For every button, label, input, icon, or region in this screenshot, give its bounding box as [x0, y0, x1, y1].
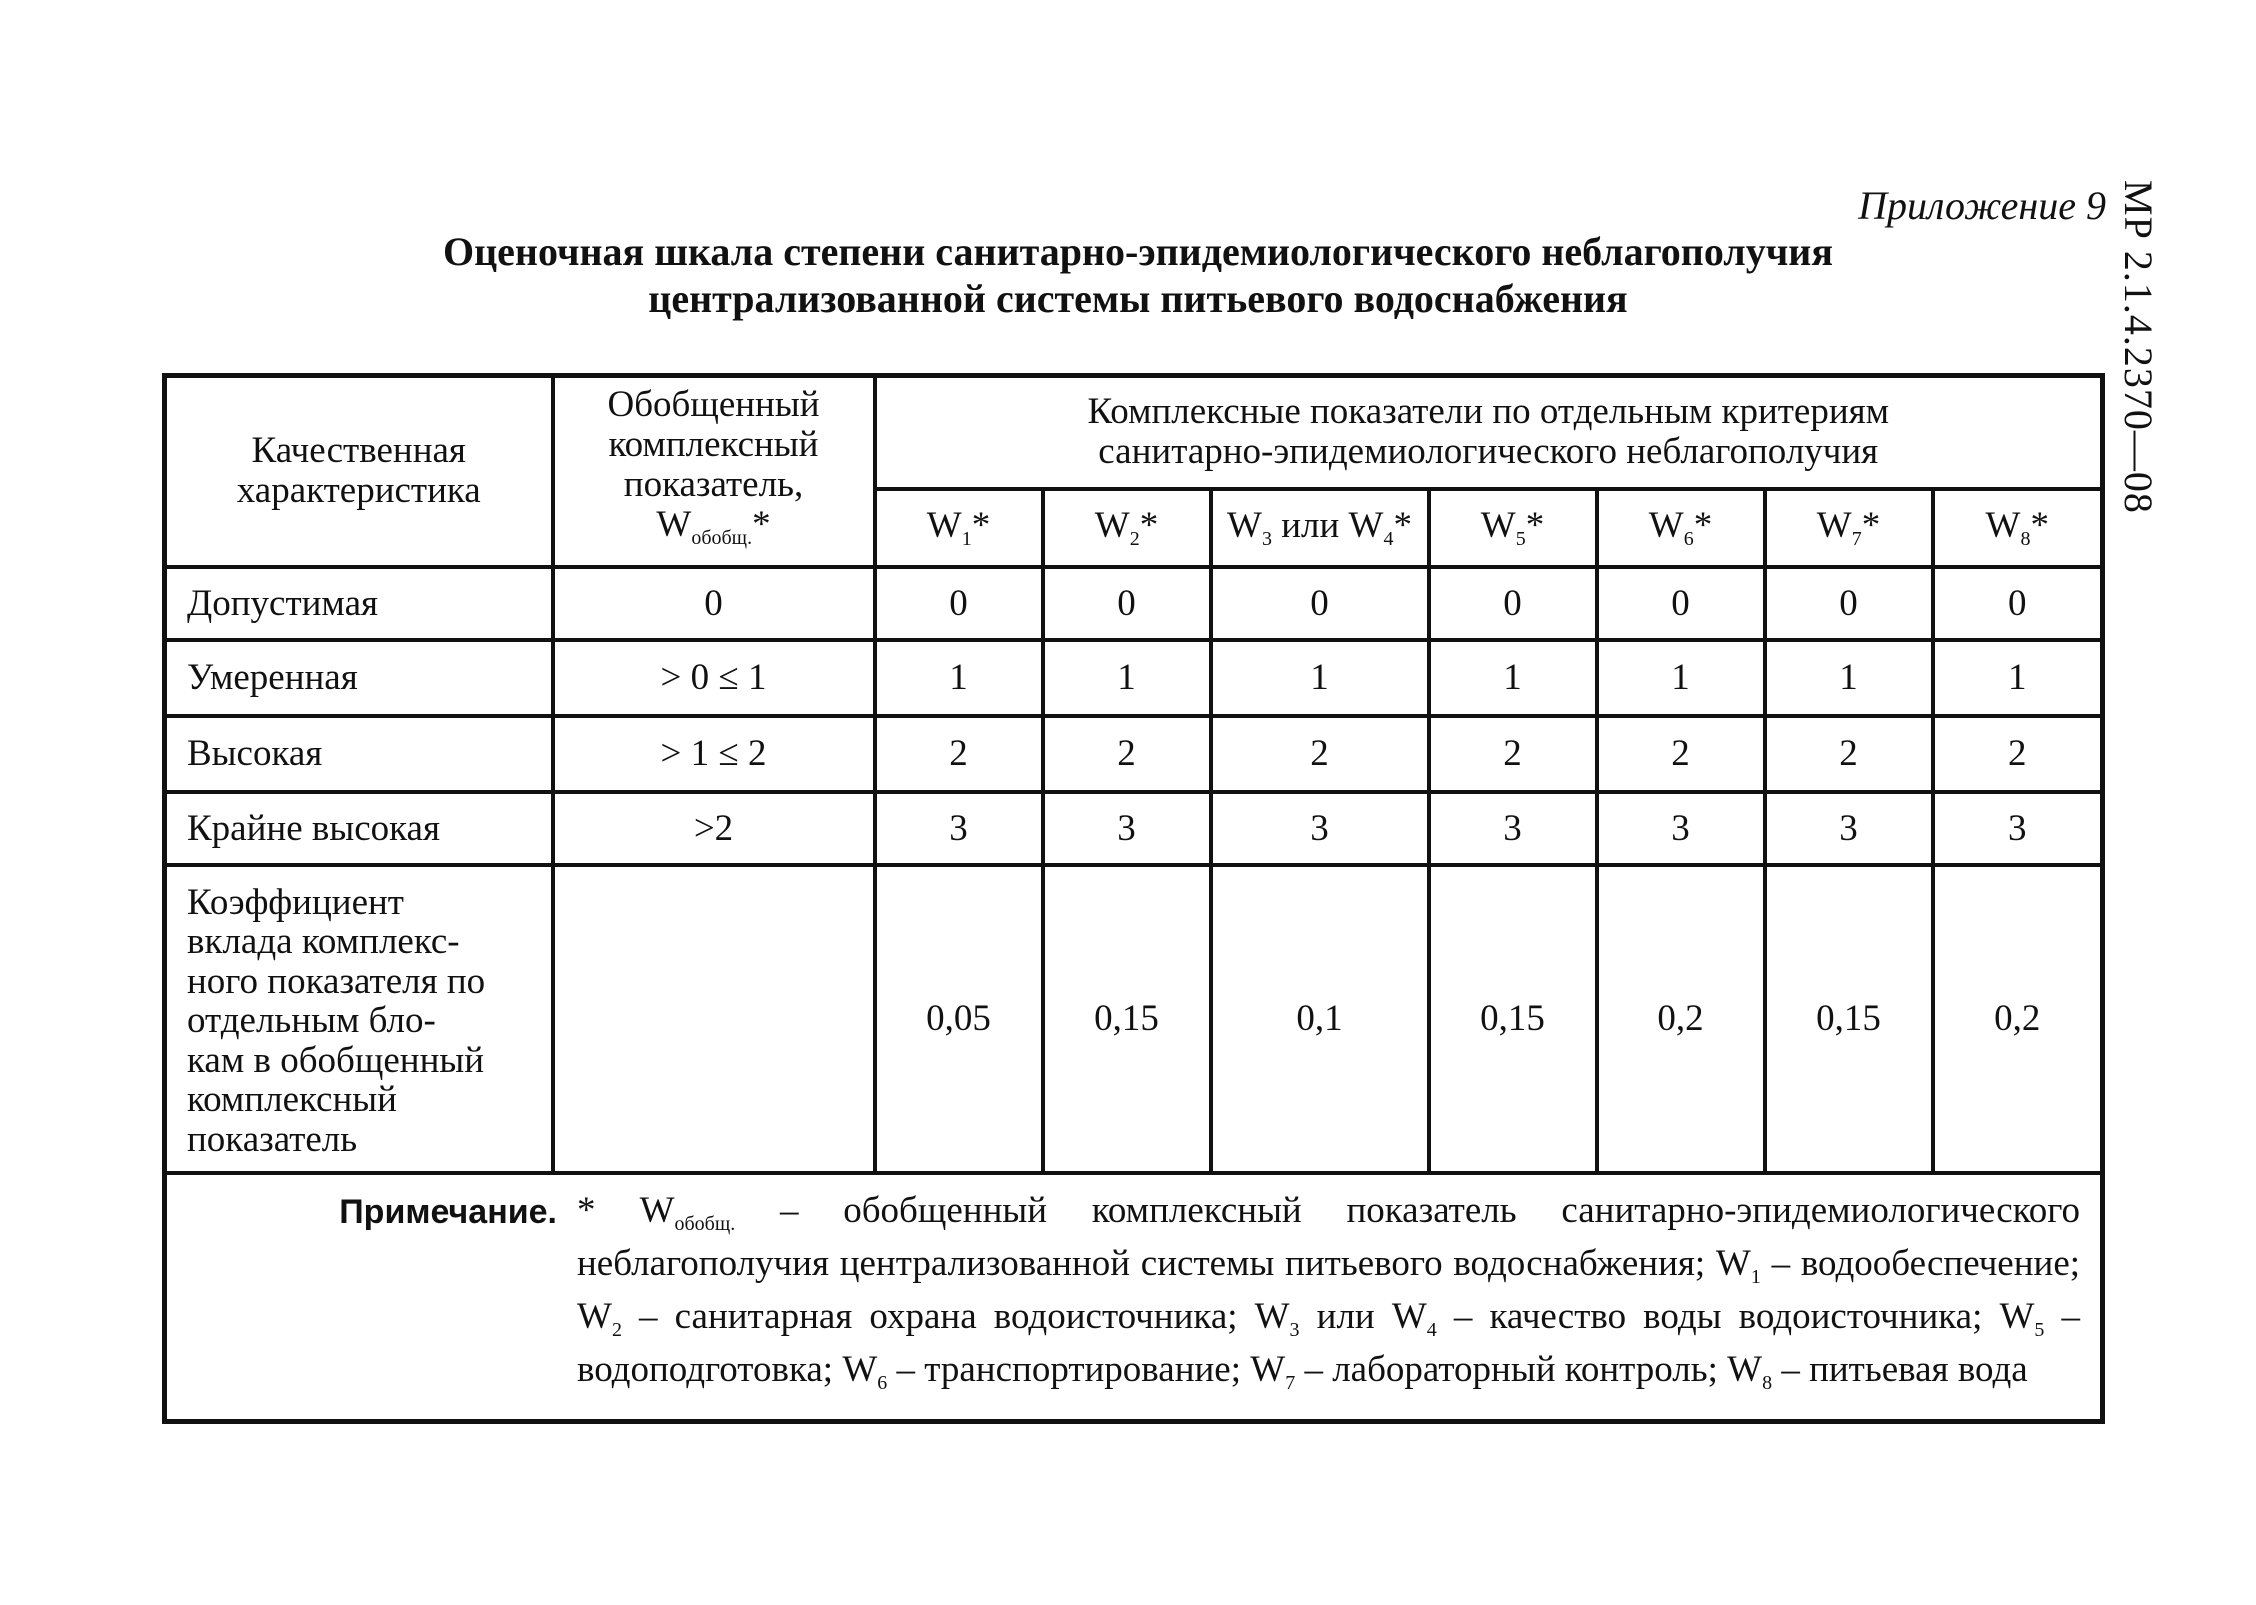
header-general-line3: показатель, [623, 463, 804, 505]
row-label: Допустимая [165, 567, 553, 640]
row-general: > 0 ≤ 1 [553, 640, 875, 716]
row-value: 3 [1043, 792, 1211, 865]
header-general-index [553, 376, 875, 567]
row-value: 0 [1597, 567, 1765, 640]
row-value: 1 [1429, 640, 1597, 716]
row-value: 0 [1933, 567, 2103, 640]
coefficient-value: 0,15 [1429, 865, 1597, 1173]
row-value: 2 [1933, 716, 2103, 792]
header-w7: $W_7*$ [1765, 489, 1933, 567]
row-value: 1 [1933, 640, 2103, 716]
page-title [160, 228, 2116, 322]
table-row [165, 640, 2103, 716]
header-w6: $W_6*$ [1597, 489, 1765, 567]
row-value: 2 [875, 716, 1043, 792]
note-row [165, 1173, 2103, 1422]
header-criteria-line2: санитарно-эпидемиологического неблагополучия [1098, 431, 1879, 473]
table-row [165, 792, 2103, 865]
title-line-1: Оценочная шкала степени санитарно-эпидемиологического неблагополучия [443, 229, 1833, 274]
table-row [165, 716, 2103, 792]
row-value: 3 [1211, 792, 1429, 865]
scale-table [162, 373, 2105, 1424]
row-value: 3 [875, 792, 1043, 865]
coefficient-value: 0,1 [1211, 865, 1429, 1173]
row-label: Умеренная [165, 640, 553, 716]
row-label: Крайне высокая [165, 792, 553, 865]
header-w1: $W_1*$ [875, 489, 1043, 567]
header-quality: Качественная характеристика [165, 376, 553, 567]
coefficient-row [165, 865, 2103, 1173]
row-value: 1 [1597, 640, 1765, 716]
row-value: 1 [1211, 640, 1429, 716]
header-general-symbol: $W_{обобщ.}*$ [656, 503, 771, 549]
row-value: 3 [1429, 792, 1597, 865]
row-label: Высокая [165, 716, 553, 792]
table-row [165, 567, 2103, 640]
coefficient-value: 0,2 [1597, 865, 1765, 1173]
note-text: * $W_{обобщ.}$ – обобщенный комплексный показатель санитарно-эпидемиологического неблагополучия централизованной системы питьевого водоснабжения; $W_1$ – водообеспечение; $W_2$ – санитарная охрана водоисточника; $W_3$ или $W_4$ – качество воды водоисточника; $W_5$ – водоподготовка; $W_6$ – транспортирование; $W_7$ – лабораторный контроль; $W_8$ – питьевая вода [577, 1189, 2081, 1394]
header-criteria-line1: Комплексные показатели по отдельным критериям [1087, 391, 1890, 433]
row-value: 0 [1211, 567, 1429, 640]
row-value: 2 [1043, 716, 1211, 792]
row-value: 0 [1043, 567, 1211, 640]
title-line-2: централизованной системы питьевого водоснабжения [648, 276, 1628, 321]
header-w5: $W_5*$ [1429, 489, 1597, 567]
document-code: МР 2.1.4.2370—08 [2116, 180, 2161, 514]
row-value: 3 [1765, 792, 1933, 865]
row-general: >2 [553, 792, 875, 865]
coefficient-general-empty [553, 865, 875, 1173]
coefficient-label: Коэффициент вклада комплекс- ного показателя по отдельным бло- кам в обобщенный комплексный показатель [165, 865, 553, 1173]
row-value: 0 [1429, 567, 1597, 640]
coefficient-value: 0,2 [1933, 865, 2103, 1173]
header-w3-w4: $W_3$ или $W_4*$ [1211, 489, 1429, 567]
note-label: Примечание. [339, 1192, 557, 1231]
header-w2: $W_2*$ [1043, 489, 1211, 567]
header-general-line1: Обобщенный [607, 383, 820, 425]
coefficient-value: 0,05 [875, 865, 1043, 1173]
header-criteria-group [875, 376, 2103, 489]
row-value: 1 [1765, 640, 1933, 716]
header-general-line2: комплексный [608, 423, 819, 465]
coefficient-value: 0,15 [1765, 865, 1933, 1173]
row-value: 2 [1765, 716, 1933, 792]
row-general: > 1 ≤ 2 [553, 716, 875, 792]
row-value: 1 [1043, 640, 1211, 716]
row-value: 2 [1211, 716, 1429, 792]
row-value: 1 [875, 640, 1043, 716]
row-value: 0 [875, 567, 1043, 640]
row-value: 3 [1933, 792, 2103, 865]
row-value: 0 [1765, 567, 1933, 640]
row-value: 2 [1597, 716, 1765, 792]
row-general: 0 [553, 567, 875, 640]
header-w8: $W_8*$ [1933, 489, 2103, 567]
appendix-label: Приложение 9 [1858, 183, 2106, 228]
row-value: 2 [1429, 716, 1597, 792]
row-value: 3 [1597, 792, 1765, 865]
coefficient-value: 0,15 [1043, 865, 1211, 1173]
